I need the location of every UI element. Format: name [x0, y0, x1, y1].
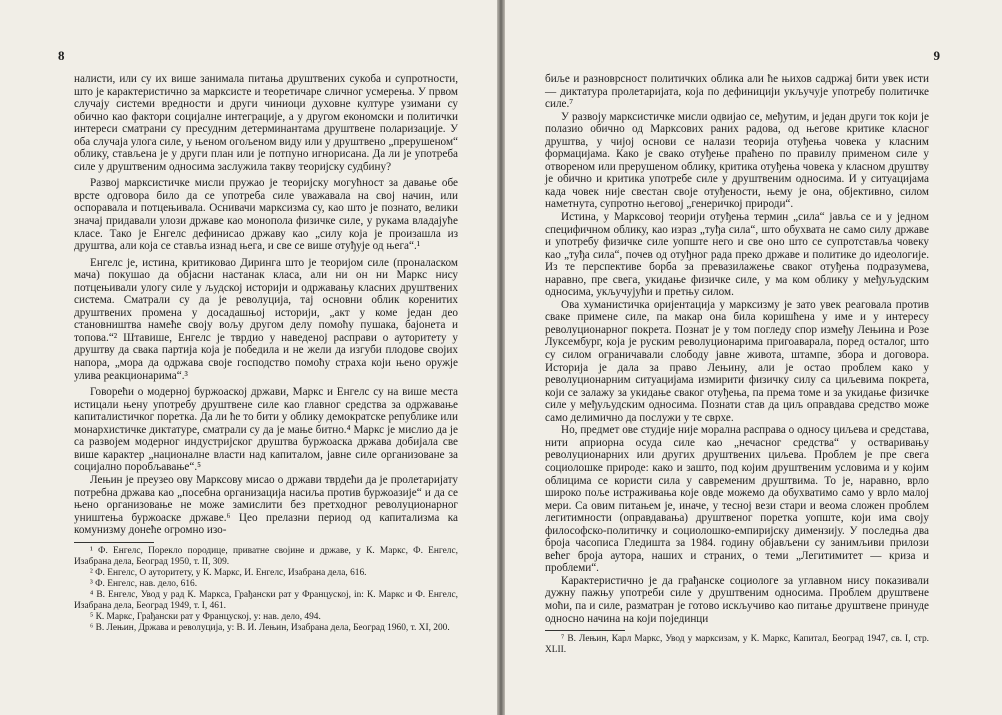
paragraph: Карактеристично је да грађанске социологе за углавном нису показивали дужну пажњу употреби силе у друштвеним односима. Проблем друштвене моћи, па и силе, разматран је готово искључиво као питање друштвене принуде односно начина на који појединци: [545, 574, 929, 625]
footnote: ² Ф. Енгелс, О ауторитету, у К. Маркс, И. Енгелс, Изабрана дела, 616.: [90, 567, 367, 578]
paragraph: налисти, или су их више занимала питања друштвених сукоба и супротности, што је карактеристично за марксисте и теоретичаре сличног усмерења. У првом случају системи вредности и други чиниоци духовне културе узимани су обично као фактори социјалне интеграције, а у другом економски и политички интереси сматрани су пресудним детерминантама друштвене поларизације. У оба случаја улога силе, у њеном огољеном виду или у друштвено „прерушеном“ облику, стављена је у други план или је потпуно игнорисана. Да ли је употреба силе у друштвеним односима заслужила такву теоријску судбину?: [74, 73, 458, 173]
footnote: ³ Ф. Енгелс, нав. дело, 616.: [90, 578, 198, 589]
right-page: [505, 0, 1002, 715]
paragraph: Развој марксистичке мисли пружао је теоријску могућност за давање обе врсте одговора било да се употреба силе уважавала на свој начин, или оспоравала и потцењивала. Оснивачи марксизма су, као што је познато, велики значај придавали улози државе као монопола физичке силе, у рукама владајуће класе. Тако је Енгелс дефинисао државу као „силу која је произашла из друштва, али која се ставља изнад њега, и све се више отуђује од њега“.¹: [74, 177, 458, 253]
left-page-body: [74, 73, 458, 634]
paragraph: Енгелс је, истина, критиковао Диринга што је теоријом силе (проналаском мача) покушао да објасни настанак класа, али ни он ни Маркс нису потцењивали улогу силе у људској историји и одржавању класних друштвених система. Сматрали су да је револуција, тај основни облик коренитих друштвених промена у досадашњој историји, „акт у коме један део становништва намеће своју вољу другом делу помоћу пушака, бајонета и топова.“² Штавише, Енгелс је тврдио у наведеној расправи о ауторитету у друштву да свака партија која је победила и не жели да изгуби плодове својих напора, „мора да одржава своје господство помоћу страха који њено оружје улива реакционарима“.³: [74, 256, 458, 382]
book-gutter: [497, 0, 505, 715]
paragraph: Истина, у Марксовој теорији отуђења термин „сила“ јавља се и у једном специфичном облику, као израз „туђа сила“, што обухвата не само силу државе и употребу физичке силе уопште него и све оно што се супротставља човеку као „туђа сила“, почев од отуђног рада преко државе и политике до идеологије. Из те перспективе борба за превазилажење сваког отуђења подразумева, наравно, пре свега, укидање физичке силе, у ма ком облику у међуљудским односима, укључујући и претњу силом.: [545, 211, 929, 299]
footnote-rule: [545, 630, 625, 631]
footnote: ⁶ В. Лењин, Држава и револуција, у: В. И. Лењин, Изабрана дела, Београд 1960, т. XI, 200.: [90, 622, 450, 633]
paragraph: Лењин је преузео ову Марксову мисао о држави тврдећи да је пролетаријату потребна држава као „посебна организација насиља против буржоазије“ и да се њено организовање не може замислити без претходног револуционарног уништења буржоаске државе.⁶ Цео прелазни период од капитализма ка комунизму донеће огромно изо-: [74, 473, 458, 537]
paragraph: У развоју марксистичке мисли одвијао се, међутим, и један други ток који је полазио обично од Марксових раних радова, од његове критике класног друштва, у чијој основи се налази теорија отуђења човека у класним формацијама. Како је свако отуђење праћено по правилу примeном силе у отвореном или прерушеном облику, критика отуђења човека у класном друштву је обично и критика употребе силе у друштвеним односима. И у ситуацијама када човек није свестан своје отуђености, њему је она, објективно, силом наметнута, супротно његовој „генеричкој природи“.: [545, 110, 929, 211]
right-page-body: [545, 73, 929, 656]
paragraph: Говорећи о модерној буржоаској држави, Маркс и Енгелс су на више места истицали њену употребу друштвене силе као главног средства за одржавање капиталистичког поретка. Да ли ће то бити у облику демократске републике или монархистичке диктатуре, сматрали су да је мање битно.⁴ Маркс је мислио да је са развојем модерног индустријског друштва буржоаска држава добијала све више карактер „националне власти над капиталом, јавне силе организоване за социјално поробљавање“.⁵: [74, 386, 458, 474]
page-number: 8: [58, 48, 65, 63]
left-page: [0, 0, 497, 715]
footnote: ¹ Ф. Енгелс, Порекло породице, приватне својине и државе, у К. Маркс, Ф. Енгелс, Изабрана дела, Београд 1950, т. II, 309.: [74, 545, 458, 567]
paragraph: Но, предмет ове студије није морална расправа о односу циљева и средстава, нити априорна осуда силе као „нечасног средства“ у остваривању револуционарних или других друштвених циљева. Проблем је пре свега социолошке природе: како и зашто, под којим друштвеним условима и у којим облицима се користи сила у савременим друштвима. То је, наравно, врло широко поље истраживања које овде можемо да обухватимо само у врло малој мери. Са овим питањем је, иначе, у тесној вези стари и веома сложен проблем легитимности (оправдавања) друштвеног поретка уопште, који има своју философско-политичку и социолошко-емпиријску димензију. У последња два броја часописа Гледишта за 1984. годину објављени су занимљиви прилози већег броја аутора, наших и страних, о теми „Легитимитет — криза и проблеми“.: [545, 424, 929, 575]
footnote-rule: [74, 542, 154, 543]
footnote: ⁷ В. Лењин, Карл Маркс, Увод у марксизам, у К. Маркс, Капитал, Београд 1947, св. I, стр. XLII.: [545, 634, 929, 656]
paragraph: биље и разноврсност политичких облика али ће њихов садржај бити увек исти — диктатура пролетаријата, која по дефиницији укључује употребу политичке силе.⁷: [545, 73, 929, 111]
footnote: ⁵ К. Маркс, Грађански рат у Француској, у: нав. дело, 494.: [90, 611, 321, 622]
page-number: 9: [933, 48, 940, 63]
footnote: ⁴ В. Енгелс, Увод у рад К. Маркса, Грађански рат у Француској, in: К. Маркс и Ф. Енгелс, Изабрана дела, Београд 1949, т. I, 461.: [74, 589, 458, 611]
paragraph: Ова хуманистичка оријентација у марксизму је зато увек реаговала против сваке примене силе, па макар она била коришћена у име и у интересу револуционарног покрета. Познат је у том погледу спор између Лењина и Розе Луксембург, која је руским револуционарима пригоаварала, поред осталог, што су силом ограничавали слободу јавне живота, штампе, збора и договора. Историја је дала за право Лењину, али је остао проблем како у револуционарним ситуацијама измирити физичку силу са циљевима покрета, који се залажу за укидање сваког отуђења, па према томе и за укидање физичке силе у међуљудским односима. Познати став да циљ оправдава средство може само делимично да послужи у те сврхе.: [545, 298, 929, 424]
